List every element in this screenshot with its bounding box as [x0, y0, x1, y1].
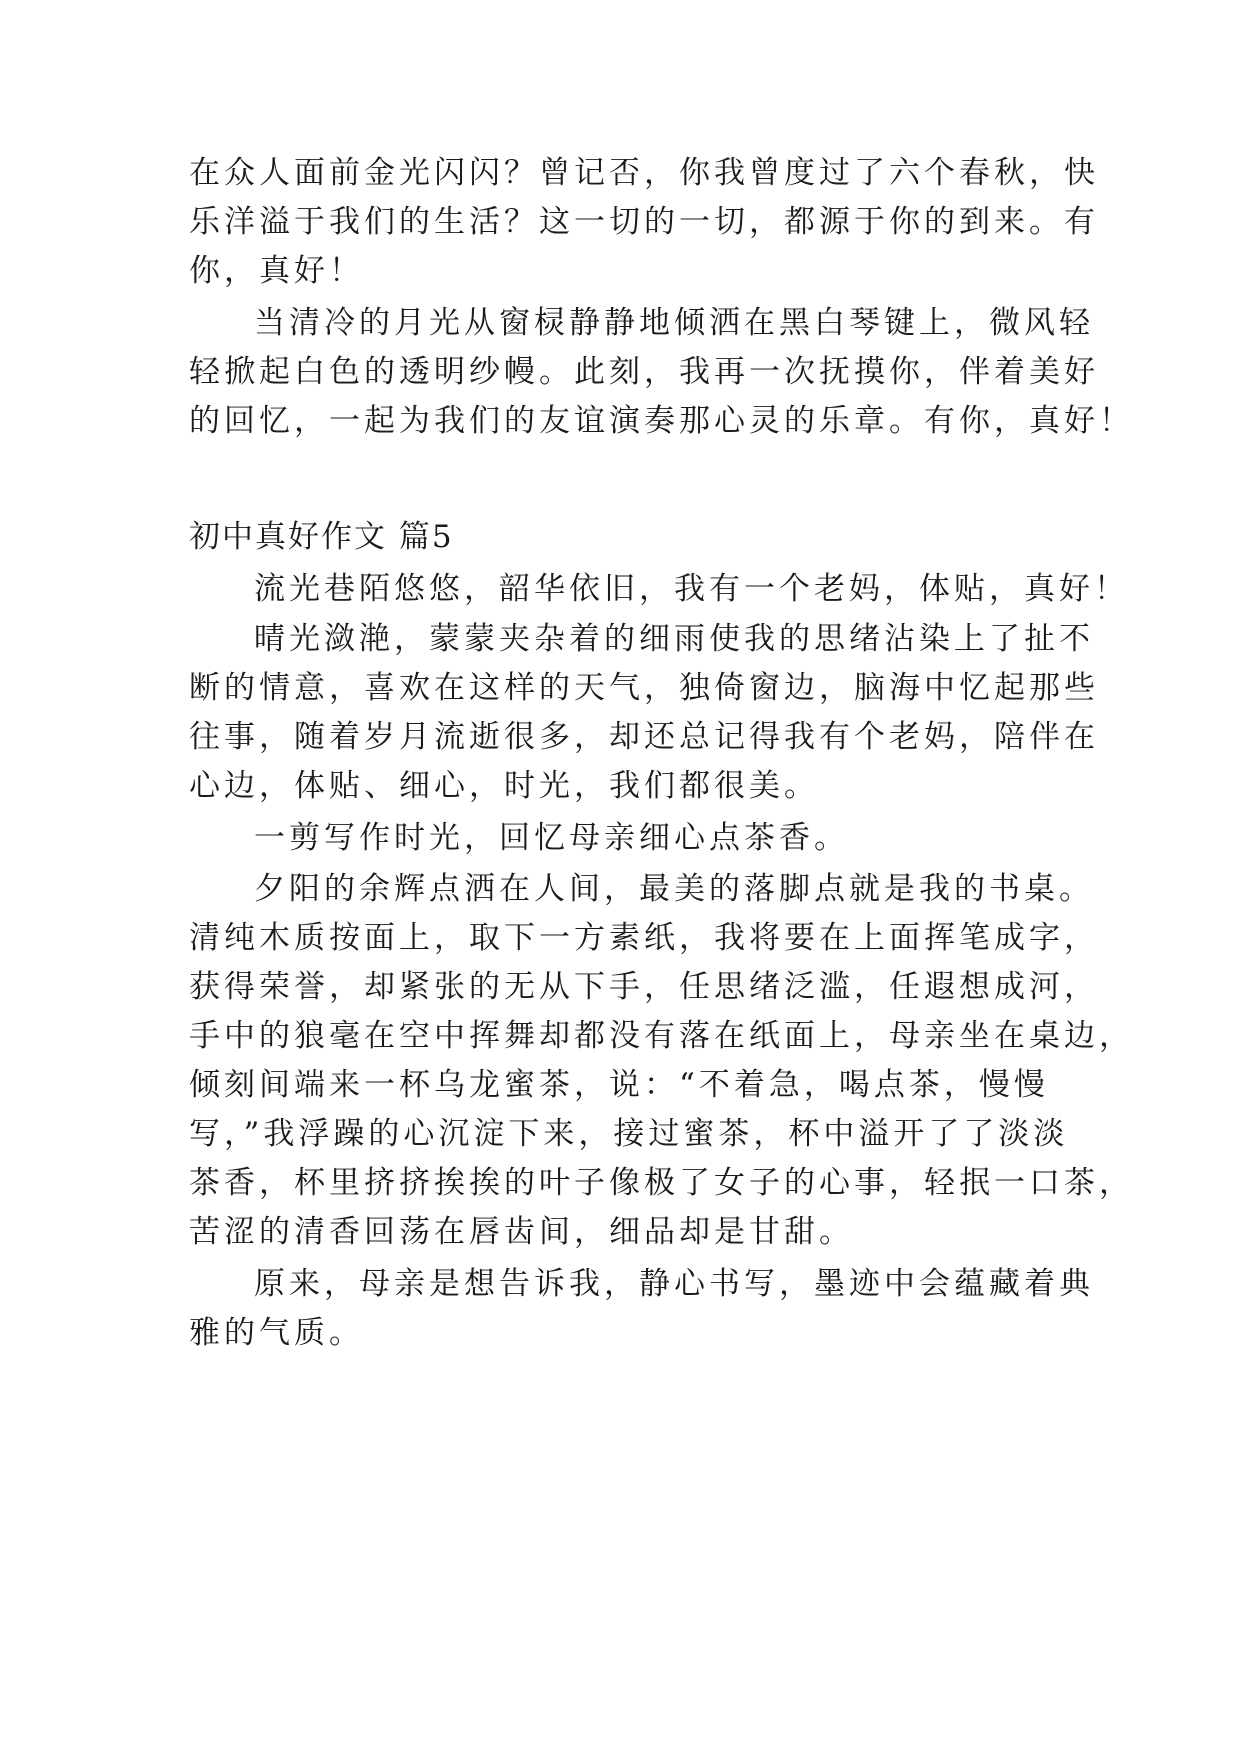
text-line-5: 轻掀起白色的透明纱幔。此刻，我再一次抚摸你，伴着美好: [189, 354, 1099, 390]
text-line-7: 流光巷陌悠悠，韶华依旧，我有一个老妈，体贴，真好！: [254, 571, 1129, 607]
text-line-9: 断的情意，喜欢在这样的天气，独倚窗边，脑海中忆起那些: [189, 670, 1099, 706]
text-line-21: 原来，母亲是想告诉我，静心书写，墨迹中会蕴藏着典: [254, 1266, 1094, 1302]
text-line-20: 苦涩的清香回荡在唇齿间，细品却是甘甜。: [189, 1214, 854, 1250]
text-line-4: 当清冷的月光从窗棂静静地倾洒在黑白琴键上，微风轻: [254, 305, 1094, 341]
text-line-15: 获得荣誉，却紧张的无从下手，任思绪泛滥，任遐想成河，: [189, 969, 1099, 1005]
text-line-11: 心边，体贴、细心，时光，我们都很美。: [189, 768, 819, 804]
text-line-14: 清纯木质按面上，取下一方素纸，我将要在上面挥笔成字，: [189, 920, 1099, 956]
text-line-3: 你，真好！: [189, 253, 364, 289]
text-line-2: 乐洋溢于我们的生活？这一切的一切，都源于你的到来。有: [189, 204, 1099, 240]
text-line-10: 往事，随着岁月流逝很多，却还总记得我有个老妈，陪伴在: [189, 719, 1099, 755]
text-line-1: 在众人面前金光闪闪？曾记否，你我曾度过了六个春秋，快: [189, 155, 1099, 191]
text-line-13: 夕阳的余辉点洒在人间，最美的落脚点就是我的书桌。: [254, 871, 1094, 907]
text-line-22: 雅的气质。: [189, 1315, 364, 1351]
text-line-18: 写，”我浮躁的心沉淀下来，接过蜜茶，杯中溢开了了淡淡: [189, 1116, 1069, 1152]
text-line-17: 倾刻间端来一杯乌龙蜜茶，说：“不着急，喝点茶，慢慢: [189, 1067, 1049, 1103]
text-line-6: 的回忆，一起为我们的友谊演奏那心灵的乐章。有你，真好！: [189, 403, 1134, 439]
section-heading: 初中真好作文 篇5: [189, 519, 454, 555]
text-line-19: 茶香，杯里挤挤挨挨的叶子像极了女子的心事，轻抿一口茶，: [189, 1165, 1134, 1201]
text-line-8: 晴光潋滟，蒙蒙夹杂着的细雨使我的思绪沾染上了扯不: [254, 621, 1094, 657]
text-line-16: 手中的狼毫在空中挥舞却都没有落在纸面上，母亲坐在桌边，: [189, 1018, 1134, 1054]
text-line-12: 一剪写作时光，回忆母亲细心点茶香。: [254, 820, 849, 856]
